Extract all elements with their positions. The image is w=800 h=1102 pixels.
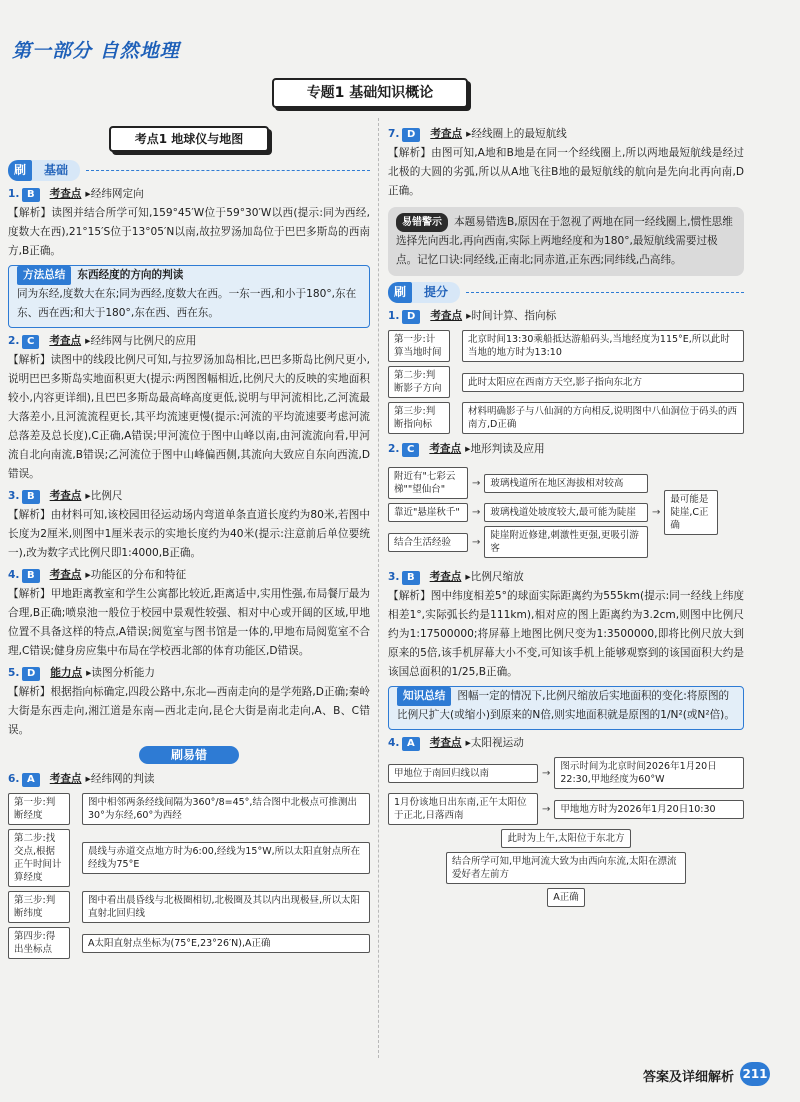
arrow-right-icon: → (472, 477, 481, 489)
arrow-right-icon: → (542, 803, 551, 815)
brush-error-heading: 刷易错 (139, 746, 239, 764)
flow-step: 第四步:得出坐标点 (8, 927, 70, 959)
q-number: 1. (8, 188, 20, 200)
flow-row (8, 829, 370, 887)
kp-heading: 考点1 地球仪与地图 (109, 126, 269, 152)
section-improve (388, 282, 744, 303)
q-number: 1. (388, 310, 400, 322)
question-header (388, 307, 744, 326)
kd-topic: ▸经纬网与比例尺的应用 (85, 335, 197, 347)
flow-step: 结合生活经验 (388, 533, 468, 552)
flow-step: 靠近"悬崖秋千" (388, 503, 468, 522)
kd-topic: ▸功能区的分布和特征 (85, 569, 187, 581)
flow-node: 1月份该地日出东南,正午太阳位于正北,日落西南 (388, 793, 538, 825)
flow-row (388, 402, 744, 434)
flow-row (8, 927, 370, 959)
kd-label: 考查点 (49, 335, 82, 347)
flow-node: 甲地地方时为2026年1月20日10:30 (554, 800, 744, 819)
kd-topic: ▸太阳视运动 (465, 737, 524, 749)
kd-topic: ▸经线圈上的最短航线 (466, 128, 567, 140)
method-body: 同为东经,度数大在东;同为西经,度数大在西。一东一西,和小于180°,东在东、西在西;和大于180°,东在西、西在东。 (17, 288, 357, 319)
kd-topic: ▸比例尺 (85, 490, 123, 502)
flow-row (8, 891, 370, 923)
flow-node: 甲地位于南回归线以南 (388, 764, 538, 783)
answer-badge: B (402, 571, 420, 585)
flow-detail: 晨线与赤道交点地方时为6:00,经线为15°W,所以太阳直射点所在经线为75°E (82, 842, 370, 874)
question-header (8, 664, 370, 683)
flow-detail: 陡崖附近修建,刺激性更强,更吸引游客 (484, 526, 648, 558)
q-number: 7. (388, 128, 400, 140)
answer-badge: B (22, 569, 40, 583)
part-title: 第一部分 自然地理 (12, 40, 180, 62)
knowledge-tag: 知识总结 (397, 687, 451, 706)
flow-step: 第一步:计算当地时间 (388, 330, 450, 362)
flow-node: 图示时间为北京时间2026年1月20日22:30,甲地经度为60°W (554, 757, 744, 789)
flow-detail: 北京时间13:30乘船抵达游船码头,当地经度为115°E,所以此时当地的地方时为13:10 (462, 330, 744, 362)
flow-detail: A太阳直射点坐标为(75°E,23°26′N),A正确 (82, 934, 370, 953)
flow-row (388, 829, 744, 848)
topic-title: 专题1 基础知识概论 (272, 78, 468, 108)
answer-badge: B (22, 188, 40, 202)
method-tag: 方法总结 (17, 266, 71, 285)
flow-row (388, 526, 648, 558)
flowchart (388, 330, 744, 434)
answer-badge: A (22, 773, 40, 787)
flowchart (388, 463, 744, 562)
section-line (466, 292, 744, 293)
kd-label: 考查点 (429, 443, 462, 455)
kd-topic: ▸比例尺缩放 (465, 571, 524, 583)
section-basic (8, 160, 370, 181)
question-header (388, 125, 744, 144)
q-number: 4. (388, 737, 400, 749)
error-warning-box (388, 207, 744, 276)
arrow-right-icon: → (472, 507, 481, 518)
flow-row (8, 793, 370, 825)
q-number: 6. (8, 773, 20, 785)
page-number: 211 (740, 1062, 770, 1086)
flow-detail: 玻璃栈道处坡度较大,最可能为陡崖 (484, 503, 648, 522)
question-header (8, 185, 370, 204)
brush-tag: 刷 (8, 160, 32, 181)
flow-row (388, 503, 648, 522)
explanation: 【解析】甲地距离教室和学生公寓都比较近,距离适中,实用性强,布局餐厅最为合理,B正确;喷泉池一般位于校园中景观性较强、相对中心或开阔的区域,甲地位置不具备这样的特点,A错误;阅览室与图书馆是一体的,甲地布局阅览室不合理,C错误;健身房应集中布局在学校西北部的体育功能区,D错误。 (8, 588, 370, 657)
flow-step: 第三步:判断纬度 (8, 891, 70, 923)
q-number: 2. (8, 335, 20, 347)
kd-label: 考查点 (49, 773, 82, 785)
method-box (8, 265, 370, 328)
flow-detail: 此时太阳应在西南方天空,影子指向东北方 (462, 373, 744, 392)
knowledge-box (388, 686, 744, 730)
kd-label: 考查点 (429, 571, 462, 583)
answer-badge: B (22, 490, 40, 504)
explanation: 【解析】图中纬度相差5°的球面实际距离约为555km(提示:同一经线上纬度相差1°,实际弧长约是111km),相对应的图上距离约为3.2cm,则图中比例尺约为1:17500000;将屏幕上地图比例尺变为1:3500000,即将比例尺放大到原来的5倍,该手机屏幕大小不变,可知该手机上能够观察到的该国面积大约是该国总面积的1/25,B正确。 (388, 590, 744, 678)
left-column (8, 122, 370, 965)
answer-badge: D (402, 128, 420, 142)
flowchart (388, 757, 744, 907)
arrow-right-icon: → (472, 536, 481, 548)
answer-badge: C (22, 335, 39, 349)
method-head: 东西经度的方向的判读 (77, 269, 184, 281)
flow-step: 第三步:判断指向标 (388, 402, 450, 434)
kd-label: 考查点 (49, 490, 82, 502)
kd-label: 考查点 (49, 188, 82, 200)
answer-badge: A (402, 737, 420, 751)
question-header (388, 440, 744, 459)
kd-label: 考查点 (430, 310, 463, 322)
arrow-right-icon: → (542, 767, 551, 779)
explanation: 【解析】读图并结合所学可知,159°45′W位于59°30′W以西(提示:同为西经,度数大在西),21°15′S位于13°05′N以南,故拉罗汤加岛位于巴巴多斯岛的西南方,B正确。 (8, 207, 370, 257)
section-label: 提分 (412, 282, 460, 303)
explanation: 【解析】读图中的线段比例尺可知,与拉罗汤加岛相比,巴巴多斯岛比例尺更小,说明巴巴多斯岛实地面积更大(提示:两图图幅相近,比例尺大的反映的实地面积较小,内容更详细),且巴巴多斯岛最高峰高度更低,说明与甲河流相比,乙河流最大落差小,且河流流程更长,其平均流速更慢(提示:河流的平均流速要考虑河流总落差及总长度),C正确,A错误;甲河流位于图中山峰以南,由河流流向看,甲河流自北向南流,B错误;乙河流位于图中山峰偏西侧,其流向大致应自东向西流,D错误。 (8, 354, 370, 480)
flow-detail: 玻璃栈道所在地区海拔相对较高 (484, 474, 648, 493)
q-number: 2. (388, 443, 400, 455)
question-header (8, 770, 370, 789)
flow-rows (388, 463, 648, 562)
kd-topic: ▸经纬网的判读 (85, 773, 155, 785)
kd-topic: ▸经纬网定向 (85, 188, 144, 200)
question-header (8, 487, 370, 506)
q-number: 5. (8, 667, 20, 679)
question-header (388, 568, 744, 587)
footer-title: 答案及详细解析 (642, 1070, 734, 1085)
q-number: 3. (8, 490, 20, 502)
flow-step: 附近有"七彩云梯""望仙台" (388, 467, 468, 499)
question-header (388, 734, 744, 753)
error-tag: 易错警示 (396, 213, 448, 232)
q-number: 4. (8, 569, 20, 581)
kd-label: 考查点 (49, 569, 82, 581)
brush-tag: 刷 (388, 282, 412, 303)
arrow-right-icon: → (652, 507, 661, 518)
knowledge-body: 图幅一定的情况下,比例尺缩放后实地面积的变化:将原图的比例尺扩大(或缩小)到原来的N倍,则实地面积就是原图的1/N²(或N²倍)。 (397, 690, 735, 721)
right-column (388, 122, 744, 913)
flow-node: 结合所学可知,甲地河流大致为由西向东流,太阳在漂流爱好者左前方 (446, 852, 686, 884)
kd-topic: ▸读图分析能力 (86, 667, 155, 679)
flow-step: 第二步:判断影子方向 (388, 366, 450, 398)
explanation: 【解析】由材料可知,该校园田径运动场内弯道单条直道长度约为80米,若图中长度为2厘米,则图中1厘米表示的实地长度约为40米(提示:注意前后单位要统一),改为数字式比例尺即1:4000,B正确。 (8, 509, 370, 559)
kd-topic: ▸时间计算、指向标 (466, 310, 557, 322)
question-header (8, 332, 370, 351)
explanation: 【解析】根据指向标确定,四段公路中,东北—西南走向的是学苑路,D正确;秦岭大街是东西走向,湘江道是东南—西北走向,昆仑大街是南北走向,A、B、C错误。 (8, 686, 370, 736)
flow-row (388, 757, 744, 789)
flow-row (388, 330, 744, 362)
q-number: 3. (388, 571, 400, 583)
kd-label: 能力点 (50, 667, 83, 679)
kd-topic: ▸地形判读及应用 (465, 443, 545, 455)
flow-detail: 图中相邻两条经线间隔为360°/8=45°,结合图中北极点可推测出30°为东经,60°为西经 (82, 793, 370, 825)
question-header (8, 566, 370, 585)
error-body: 本题易错选B,原因在于忽视了两地在同一经线圈上,惯性思维选择先向西北,再向西南,实际上两地经度和为180°,最短航线需要过极点。记忆口诀:同经线,正南北;同赤道,正东西;同纬线,凸高纬。 (396, 216, 733, 266)
explanation: 【解析】由图可知,A地和B地是在同一个经线圈上,所以两地最短航线是经过北极的大圆的劣弧,所以从A地飞往B地的最短航线的航向是先向北再向南,D正确。 (388, 147, 744, 197)
flow-row (388, 366, 744, 398)
flow-result: 最可能是陡崖,C正确 (664, 490, 718, 535)
answer-badge: C (402, 443, 419, 457)
flow-row (388, 888, 744, 907)
flow-row (388, 467, 648, 499)
kd-label: 考查点 (429, 737, 462, 749)
flowchart (8, 793, 370, 959)
flow-row (388, 852, 744, 884)
flow-node: A正确 (547, 888, 585, 907)
answer-badge: D (402, 310, 420, 324)
flow-step: 第二步:找交点,根据正午时间计算经度 (8, 829, 70, 887)
flow-detail: 图中看出晨昏线与北极圈相切,北极圈及其以内出现极昼,所以太阳直射北回归线 (82, 891, 370, 923)
column-divider (378, 118, 379, 1058)
kd-label: 考查点 (430, 128, 463, 140)
section-line (86, 170, 370, 171)
section-label: 基础 (32, 160, 80, 181)
flow-node: 此时为上午,太阳位于东北方 (501, 829, 630, 848)
answer-badge: D (22, 667, 40, 681)
flow-detail: 材料明确影子与八仙洞的方向相反,说明图中八仙洞位于码头的西南方,D正确 (462, 402, 744, 434)
flow-step: 第一步:判断经度 (8, 793, 70, 825)
flow-row (388, 793, 744, 825)
